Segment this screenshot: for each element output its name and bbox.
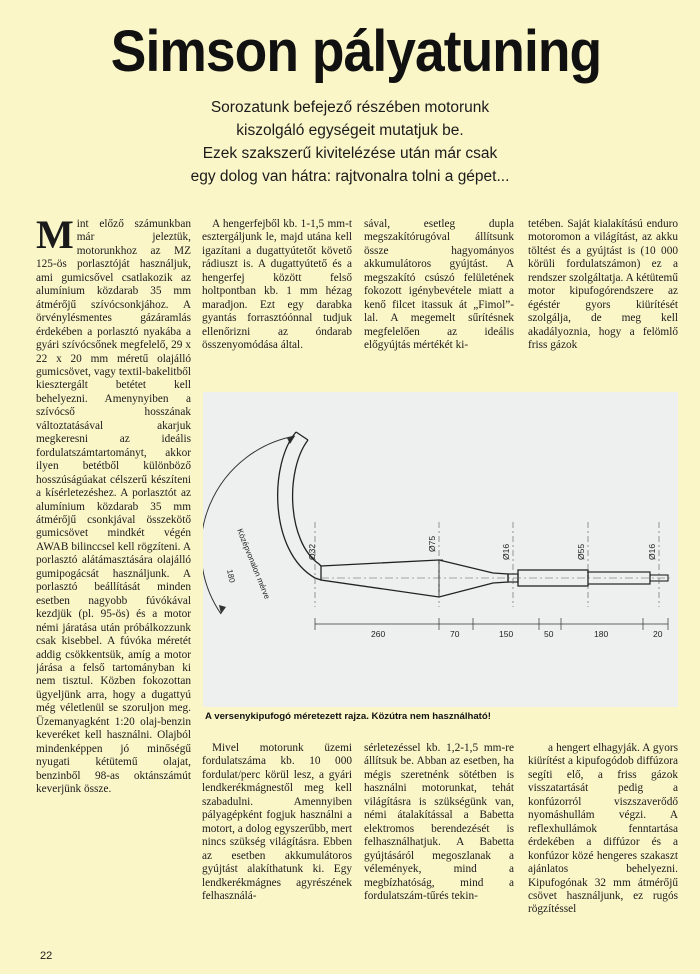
- length-label: 20: [653, 629, 663, 639]
- column-3-bottom: [364, 742, 514, 942]
- column-2-bottom: [202, 742, 352, 942]
- arc-value: 180: [225, 568, 237, 584]
- column-2-bottom-text: Mivel motorunk üzemi fordulatszáma kb. 10 000 fordulat/perc körül lesz, a gyári lendkerékmágnestől meg kell szabadulni. Amennyiben pályagépként fogjuk használni a motort, a dolog egyszerűbb, mert nincs szükség világításra. Ebben az esetben akkumulátoros gyújtást alakíthatunk ki. Egy lendkerékmágnes agyrészének felhasználá-: [202, 742, 352, 902]
- lead-line: egy dolog van hátra: rajtvonalra tolni a gépet...: [190, 168, 510, 185]
- column-4-top-text: tetében. Saját kialakítású enduro motoromon a világítást, az akku töltést és a gyújtást is (10 000 körüli fordulatszámon) ez a rendszer szolgáltatja. A kétütemű motor kipufogórendszere az égéstér gyors kiürítését szolgálja, de meg kell akadályoznia, hogy a felömlő friss gázok: [528, 218, 678, 352]
- column-3-top: [364, 218, 514, 386]
- lead-line: Sorozatunk befejező részében motorunk: [210, 99, 490, 116]
- column-2-top-text: A hengerfejből kb. 1-1,5 mm-t esztergáljunk le, majd utána kell igazítani a dugattyútetőt követő rádiuszt is. A dugattyútető és a hengerfej között felső holtpontban kb. 1 mm hézag maradjon. Ezt egy darabka gyantás forrasztóónnal tudjuk ellenőrizni az óndarab összenyomódása által.: [202, 218, 352, 352]
- drop-cap: M: [36, 218, 74, 257]
- article-lead: [150, 96, 550, 188]
- diameter-label: Ø16: [647, 543, 657, 560]
- lead-line: Ezek szakszerű kivitelézése után már csak: [202, 145, 498, 162]
- diameter-label: Ø75: [427, 535, 437, 552]
- column-4-bottom: [528, 742, 678, 942]
- page-title: Simson pályatuning: [110, 19, 602, 84]
- length-label: 70: [450, 629, 460, 639]
- exhaust-drawing: [203, 392, 678, 707]
- arc-label: Középvonalon mérve: [235, 527, 272, 601]
- diameter-label: Ø32: [307, 543, 317, 560]
- column-4-top: [528, 218, 678, 386]
- diameter-label: Ø55: [576, 543, 586, 560]
- column-4-bottom-text: a hengert elhagyják. A gyors kiürítést a kipufogódob diffúzora segíti elő, a friss gázok visszatartását pedig a konfúzorról viszszaverődő nyomáshullám végzi. A reflexhullámok fenntartása érdekében a diffúzor és a konfúzor közé hengeres szakaszt ajánlatos behelyezni. Kipufogónak 32 mm átmérőjű csövet használjunk, ez rugós rögzítéssel: [528, 742, 678, 916]
- column-3-top-text: sával, esetleg dupla megszakítórugóval állítsunk össze hagyományos akkumulátoros gyújtást. A megszakító csúszó felületének fokozott igénybevétele miatt a kenő filcet itassuk át „Fimol”-lal. A megemelt sűrítésnek megfelelően az ideális előgyújtás mértékét ki-: [364, 218, 514, 352]
- page-number: 22: [40, 950, 53, 962]
- lead-line: kiszolgáló egységeit mutatjuk be.: [236, 122, 464, 139]
- column-2-top: [202, 218, 352, 386]
- length-label: 150: [499, 629, 514, 639]
- figure-caption: A versenykipufogó méretezett rajza. Közútra nem használható!: [205, 711, 491, 722]
- column-1-text: int előző számunkban már jeleztük, motorunkhoz az MZ 125-ös porlasztóját használjuk, ami gumicsővel csatlakozik az alumínium közdarab 35 mm átmérőjű szívócsonkjához. A örvénylésmentes gázáramlás érdekében a porlasztó nyakába a gyári szívócsőnek megfelelő, 29 x 22 x 20 mm méretű olajálló gumicsövet, vagy textil-bakelitből kiesztergált betétet kell behelyezni. Amenynyiben a szívócső hosszának változtatásával akarjuk megkeresni az ideális fordulatszámtartományt, akkor ilyen betétből különböző hosszúságúakat célszerű készíteni a kísérletezéshez. A porlasztót az alumínium közdarab 35 mm átmérőjű csonkjával összekötő gumicsövet mindkét végén AWAB bilinccsel kell rögzíteni. A porlasztó alátámasztására olajálló gumipogácsát használjunk. A porlasztó beállítását minden esetben nagyobb fúvókával kezdjük (pl. 95-ös) és a motor némi járatása után próbálkozzunk csak kisebbel. A fúvóka méretét addig csökkentsük, amíg a motor járása a felső tartományban ki nem tisztul. Közben fokozottan ügyeljünk arra, hogy a dugattyú még véletlenül se szoruljon meg. Üzemanyagként 1:20 olaj-benzin keveréket kell használni. Olajból mindenképpen jó minőségű nyugati kétütemű olajat, benzinből 98-as oktánszámút keverjünk össze.: [36, 218, 191, 796]
- length-label: 50: [544, 629, 554, 639]
- length-label: 260: [371, 629, 386, 639]
- diameter-label: Ø16: [501, 543, 511, 560]
- column-1: [36, 218, 191, 940]
- length-label: 180: [594, 629, 609, 639]
- column-3-bottom-text: sérletezéssel kb. 1,2-1,5 mm-re állítsuk be. Abban az esetben, ha mégis szeretnénk sötétben is használni motorunkat, tehát világításra is szükségünk van, némi átalakítással a Babetta elektromos berendezését is felhasználhatjuk. A Babetta gyújtásáról megoszlanak a vélemények, mind a megbízhatóság, mind a fordulatszám-tűrés tekin-: [364, 742, 514, 902]
- column-1-paragraph: [36, 218, 191, 796]
